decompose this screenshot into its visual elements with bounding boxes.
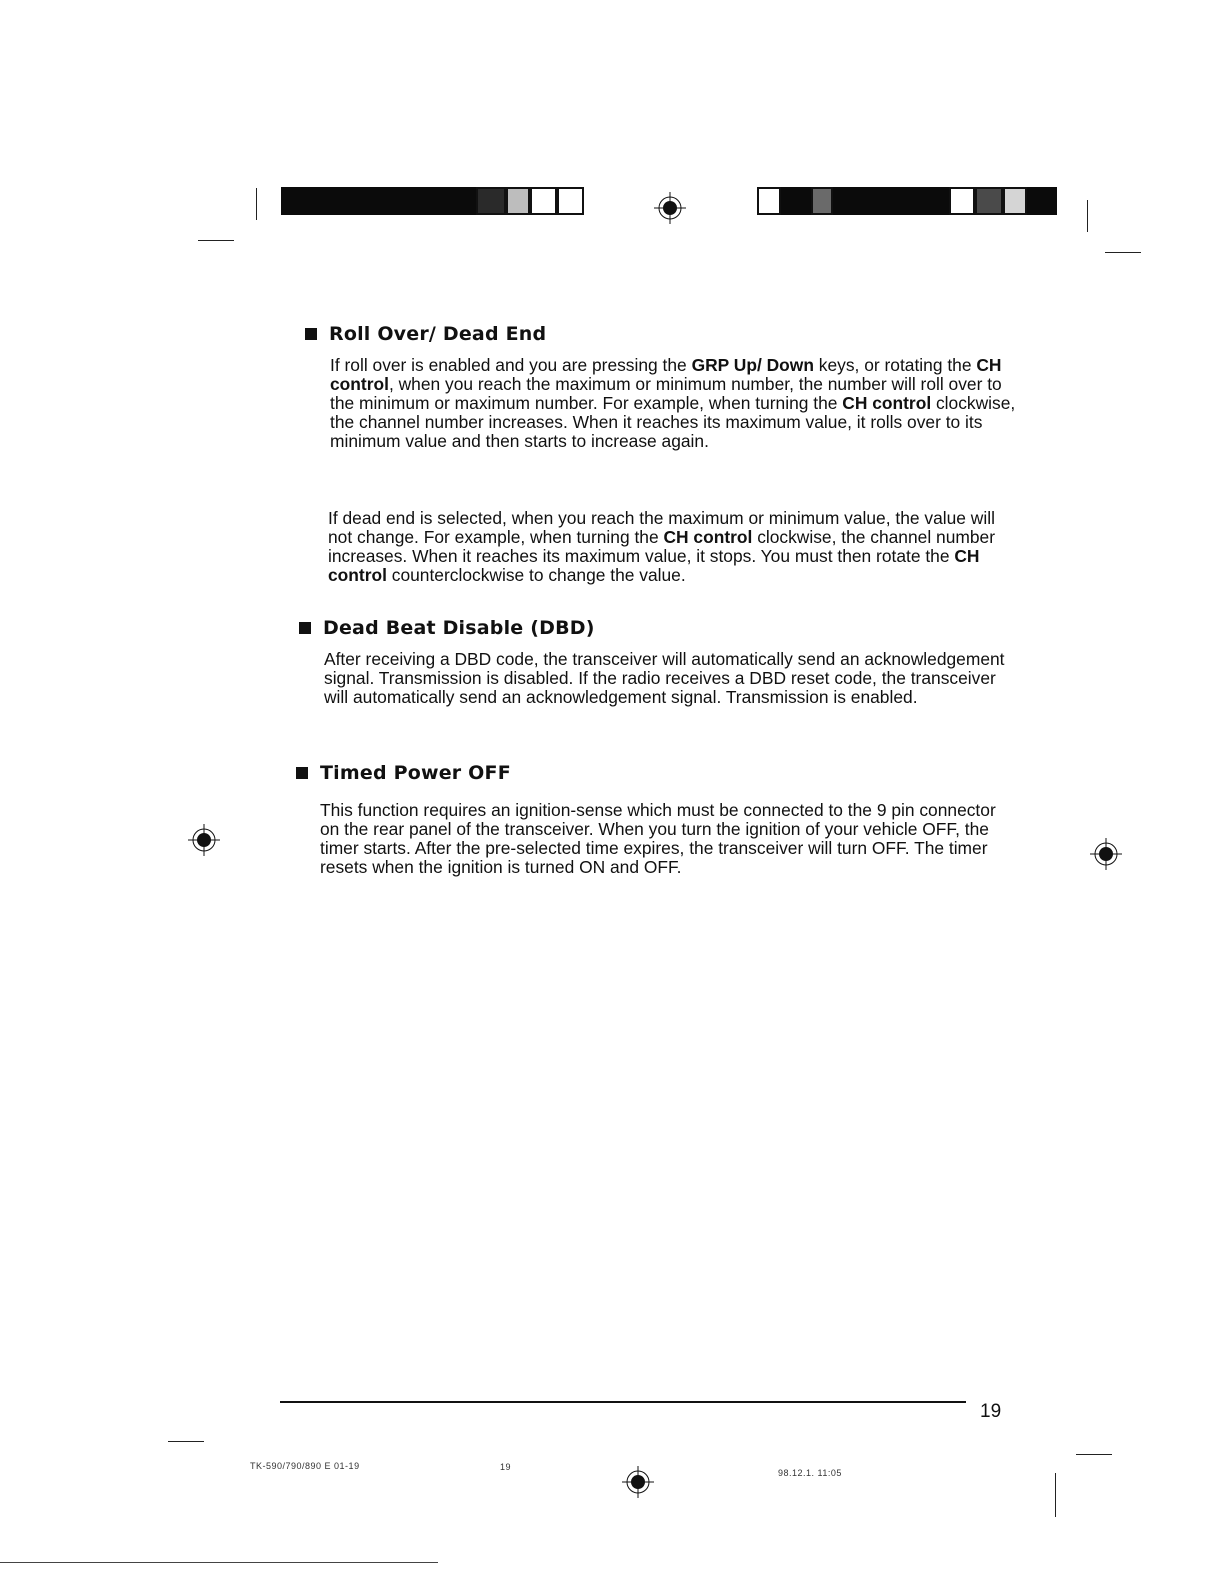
registration-mark-bottom-icon <box>620 1464 656 1500</box>
registration-mark-top-icon <box>652 190 688 226</box>
text-run: If roll over is enabled and you are pressing the <box>330 355 692 375</box>
crop-mark-bottom-left-horizontal <box>168 1441 204 1442</box>
paragraph-roll-over <box>330 356 1020 451</box>
crop-mark-bottom-right-vertical <box>1055 1473 1056 1517</box>
color-bar-right-patch-dark <box>975 187 1003 215</box>
section-heading-dead-beat-disable <box>299 617 595 639</box>
text-run: , when you reach the maximum or minimum number, the number will roll over to the minimum or maximum number. For example, when turning the <box>330 374 1002 413</box>
color-bar-right-patch-grey-1 <box>811 187 833 215</box>
bold-term: CH control <box>663 527 753 547</box>
bullet-icon <box>299 622 311 634</box>
crop-mark-top-right-horizontal <box>1105 252 1141 253</box>
footer-datetime: 98.12.1. 11:05 <box>778 1468 842 1478</box>
crop-mark-top-right-vertical <box>1087 200 1088 232</box>
text-run: If dead end is selected, when you reach the maximum or minimum value, the value will not change. For example, when turning the <box>328 508 995 547</box>
bullet-icon <box>296 767 308 779</box>
page-number: 19 <box>980 1401 1002 1422</box>
section-heading-text: Roll Over/ Dead End <box>329 323 547 345</box>
color-bar-right-end <box>1027 187 1057 215</box>
section-heading-timed-power-off <box>296 762 511 784</box>
crop-mark-bottom-right-horizontal <box>1076 1454 1112 1455</box>
text-run: counterclockwise to change the value. <box>386 565 686 585</box>
page-edge-line <box>0 1562 438 1563</box>
color-bar-right <box>781 187 949 215</box>
crop-mark-top-left-horizontal <box>198 240 234 241</box>
color-bar-left <box>281 187 476 215</box>
footer-rule <box>280 1401 966 1403</box>
registration-mark-right-icon <box>1088 836 1124 872</box>
color-bar-left-patch-dark <box>476 187 506 215</box>
text-run: clockwise, the channel number increases. When it reaches its maximum value, it stops. You must then rotate the <box>328 527 995 566</box>
text-run: This function requires an ignition-sense which must be connected to the 9 pin connector on the rear panel of the transceiver. When you turn the ignition of your vehicle OFF, the timer starts. After the pre-selected time expires, the transceiver will turn OFF. The timer resets when the ignition is turned ON and OFF. <box>320 800 996 877</box>
color-bar-left-patch-white-2 <box>557 187 584 215</box>
bullet-icon <box>305 328 317 340</box>
bold-term: CH control <box>330 355 1002 394</box>
text-run: clockwise, the channel number increases. When it reaches its maximum value, it rolls over to its minimum value and then starts to increase again. <box>330 393 1016 451</box>
section-heading-text: Timed Power OFF <box>320 762 511 784</box>
color-bar-left-patch-white-1 <box>530 187 557 215</box>
color-bar-right-patch-white-1 <box>757 187 781 215</box>
color-bar-right-patch-grey-2 <box>1003 187 1027 215</box>
paragraph-dead-beat-disable <box>324 650 1018 707</box>
footer-sheet-number: 19 <box>500 1462 512 1472</box>
bold-term: GRP Up/ Down <box>691 355 814 375</box>
footer-file-id: TK-590/790/890 E 01-19 <box>250 1461 360 1471</box>
section-heading-roll-over <box>305 323 546 345</box>
text-run: keys, or rotating the <box>813 355 977 375</box>
registration-mark-left-icon <box>186 822 222 858</box>
color-bar-left-patch-grey <box>506 187 530 215</box>
bold-term: CH control <box>842 393 932 413</box>
crop-mark-top-left-vertical <box>256 188 257 220</box>
paragraph-dead-end <box>328 509 1020 585</box>
section-heading-text: Dead Beat Disable (DBD) <box>323 617 595 639</box>
text-run: After receiving a DBD code, the transceiver will automatically send an acknowledgement signal. Transmission is disabled. If the radio receives a DBD reset code, the transceiver will automatically send an acknowledgement signal. Transmission is enabled. <box>324 649 1005 707</box>
paragraph-timed-power-off <box>320 801 1016 877</box>
bold-term: CH control <box>328 546 980 585</box>
color-bar-right-patch-white-2 <box>949 187 975 215</box>
